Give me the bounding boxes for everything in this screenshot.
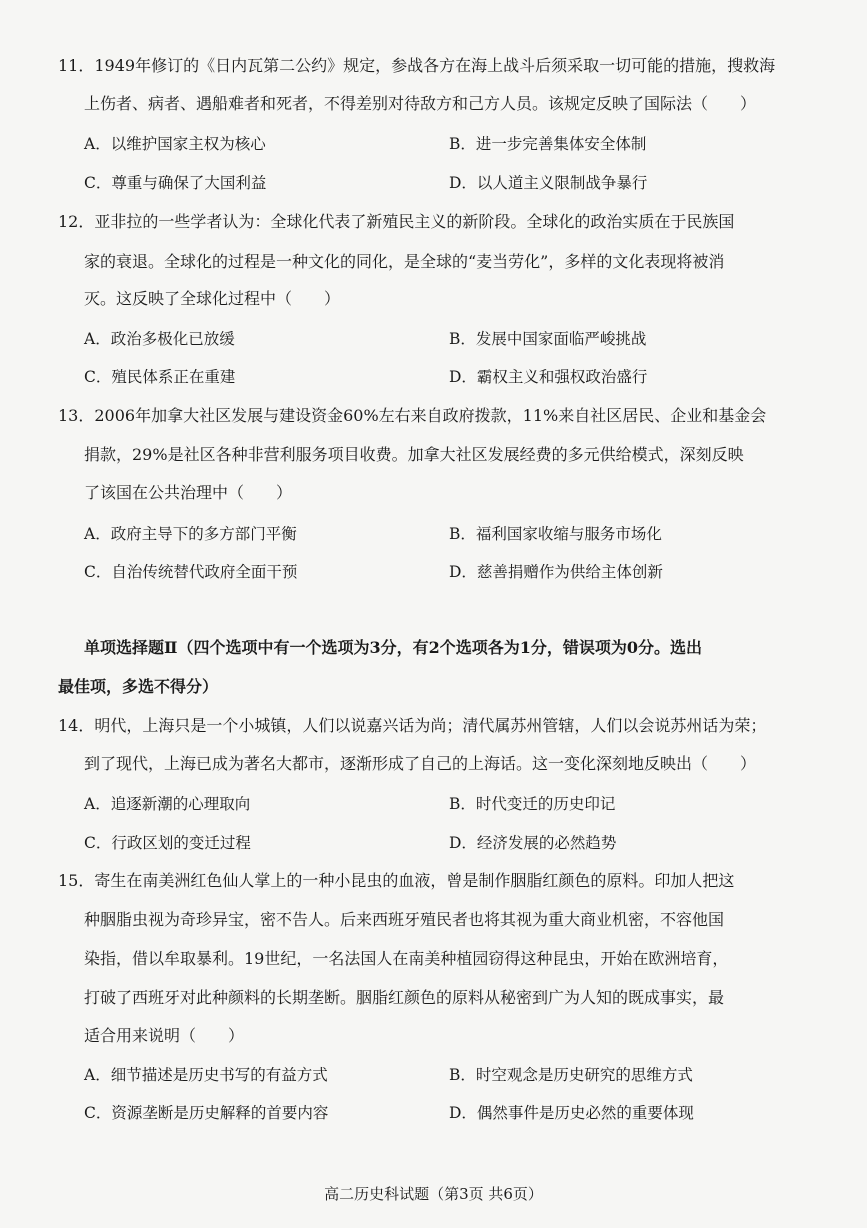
option-d: D．慈善捐赠作为供给主体创新: [449, 563, 663, 581]
option-c: C．资源垄断是历史解释的首要内容: [84, 1104, 329, 1122]
option-d: D．经济发展的必然趋势: [449, 834, 617, 852]
option-c: C．殖民体系正在重建: [84, 368, 236, 386]
option-b: B．福利国家收缩与服务市场化: [449, 525, 662, 543]
option-b: B．时空观念是历史研究的思维方式: [449, 1066, 693, 1084]
option-c: C．自治传统替代政府全面干预: [84, 563, 298, 581]
question-stem-line: 种胭脂虫视为奇珍异宝，密不告人。后来西班牙殖民者也将其视为重大商业机密，不容他国: [84, 910, 725, 929]
option-d: D．偶然事件是历史必然的重要体现: [449, 1104, 694, 1122]
option-b: B．发展中国家面临严峻挑战: [449, 330, 647, 348]
question-stem-line: 了该国在公共治理中（ ）: [84, 483, 293, 502]
section-heading-line: 单项选择题Ⅱ（四个选项中有一个选项为3分，有2个选项各为1分，错误项为0分。选出: [84, 638, 703, 657]
question-stem-line: 打破了西班牙对此种颜料的长期垄断。胭脂红颜色的原料从秘密到广为人知的既成事实，最: [84, 988, 725, 1007]
question-stem-line: 11．1949年修订的《日内瓦第二公约》规定，参战各方在海上战斗后须采取一切可能的措施，搜救海: [58, 56, 776, 75]
option-a: A．细节描述是历史书写的有益方式: [84, 1066, 328, 1084]
option-b: B．进一步完善集体安全体制: [449, 135, 647, 153]
question-stem-line: 染指，借以牟取暴利。19世纪，一名法国人在南美种植园窃得这种昆虫，开始在欧洲培育，: [84, 949, 729, 968]
question-stem-line: 适合用来说明（ ）: [84, 1026, 245, 1045]
question-stem-line: 捐款，29%是社区各种非营利服务项目收费。加拿大社区发展经费的多元供给模式，深刻反映: [84, 445, 744, 464]
option-a: A．追逐新潮的心理取向: [84, 795, 251, 813]
question-stem-line: 家的衰退。全球化的过程是一种文化的同化，是全球的“麦当劳化”，多样的文化表现将被消: [84, 252, 725, 271]
option-c: C．尊重与确保了大国利益: [84, 174, 267, 192]
option-a: A．以维护国家主权为核心: [84, 135, 266, 153]
option-b: B．时代变迁的历史印记: [449, 795, 616, 813]
option-a: A．政府主导下的多方部门平衡: [84, 525, 297, 543]
question-stem-line: 到了现代，上海已成为著名大都市，逐渐形成了自己的上海话。这一变化深刻地反映出（ ）: [84, 754, 757, 773]
page-footer: 高二历史科试题（第3页 共6页）: [324, 1185, 543, 1203]
option-d: D．以人道主义限制战争暴行: [449, 174, 648, 192]
option-d: D．霸权主义和强权政治盛行: [449, 368, 648, 386]
question-stem-line: 12．亚非拉的一些学者认为：全球化代表了新殖民主义的新阶段。全球化的政治实质在于民族国: [58, 212, 735, 231]
option-c: C．行政区划的变迁过程: [84, 834, 251, 852]
question-stem-line: 上伤者、病者、遇船难者和死者，不得差别对待敌方和己方人员。该规定反映了国际法（ ）: [84, 94, 757, 113]
question-stem-line: 15．寄生在南美洲红色仙人掌上的一种小昆虫的血液，曾是制作胭脂红颜色的原料。印加人把这: [58, 871, 735, 890]
section-heading-line: 最佳项，多选不得分）: [58, 677, 219, 696]
option-a: A．政治多极化已放缓: [84, 330, 235, 348]
question-stem-line: 14．明代，上海只是一个小城镇，人们以说嘉兴话为尚；清代属苏州管辖，人们以会说苏州话为荣；: [58, 716, 767, 735]
question-stem-line: 13．2006年加拿大社区发展与建设资金60%左右来自政府拨款，11%来自社区居民、企业和基金会: [58, 406, 767, 425]
question-stem-line: 灭。这反映了全球化过程中（ ）: [84, 289, 341, 308]
